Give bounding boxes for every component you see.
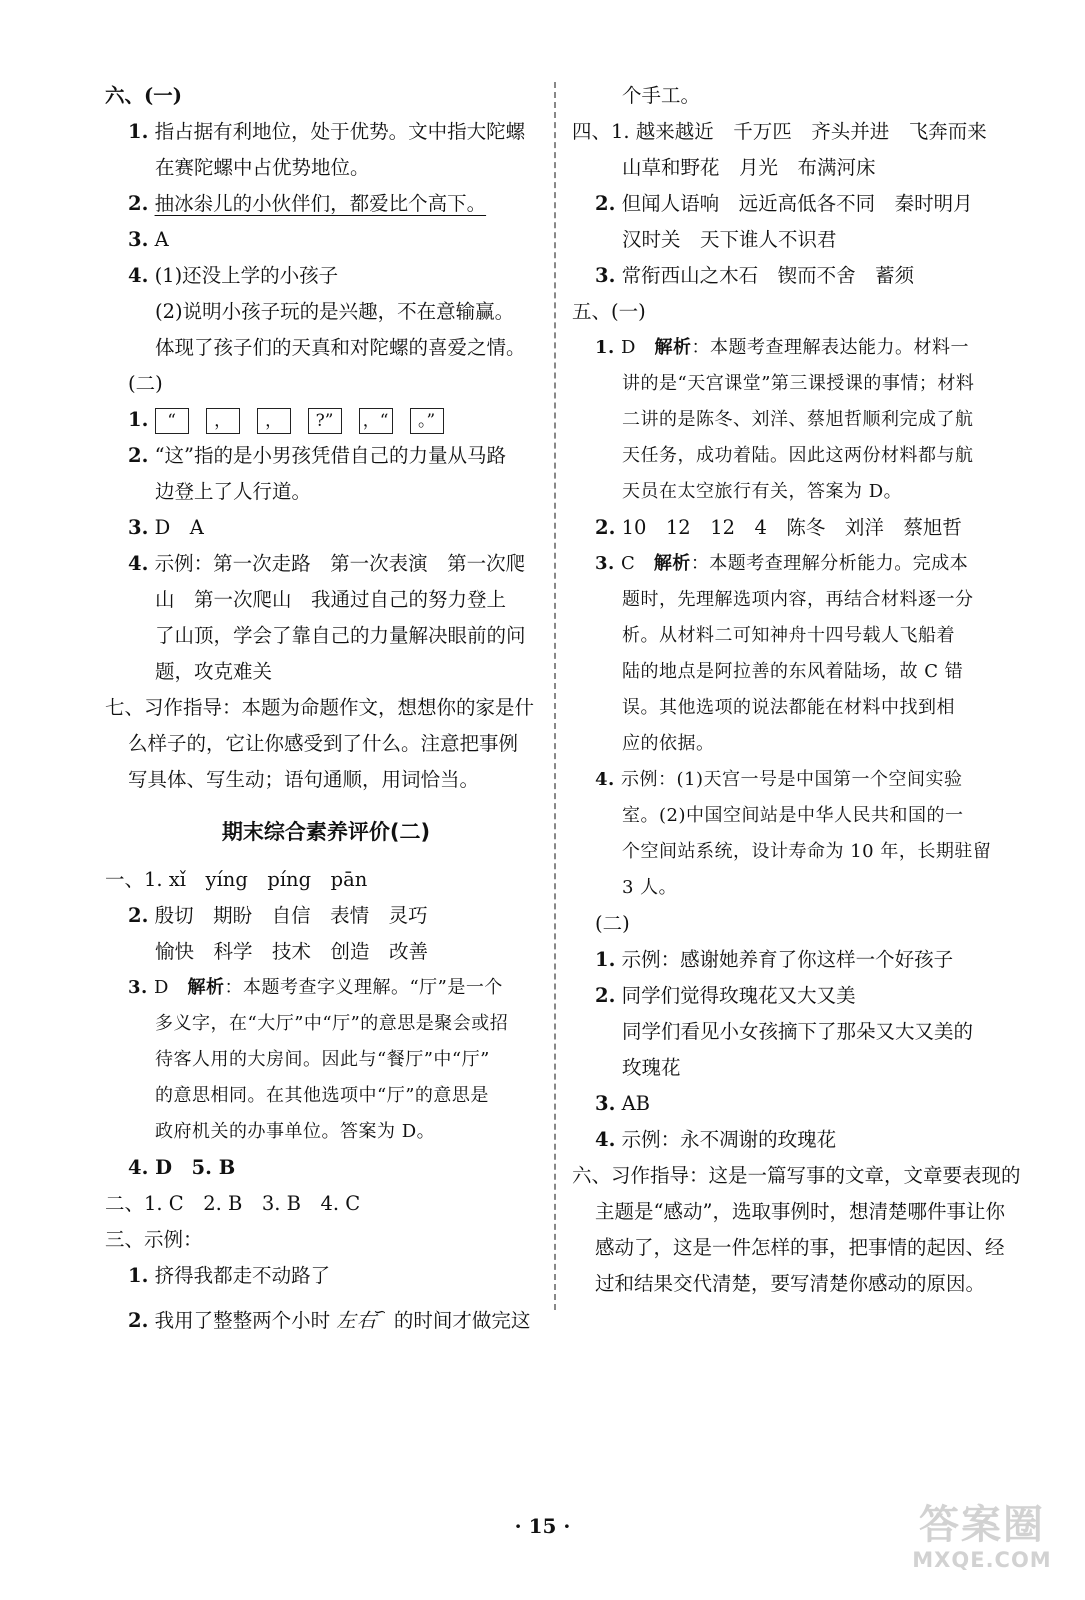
answer-line: 玫瑰花 [622, 1056, 681, 1079]
answer-line: 么样子的，它让你感受到了什么。注意把事例 [128, 732, 519, 755]
answer-line: 愉快 科学 技术 创造 改善 [155, 940, 429, 963]
analysis-line: 陆的地点是阿拉善的东风着陆场，故 C 错 [622, 661, 964, 682]
right-column [572, 78, 1021, 1302]
page-number: · 15 · [514, 1514, 571, 1538]
answer-line: 六、习作指导：这是一篇写事的文章，文章要表现的 [572, 1164, 1021, 1187]
answer-line: 3. D A [128, 516, 204, 539]
answer-line: 体现了孩子们的天真和对陀螺的喜爱之情。 [155, 336, 526, 359]
analysis-line: 天员在太空旅行有关，答案为 D。 [622, 481, 903, 502]
answer-line: 3. AB [595, 1092, 650, 1115]
section-heading: 五、(一) [572, 300, 646, 323]
answer-line: 个手工。 [622, 84, 701, 107]
left-column [105, 78, 547, 1330]
answer-line: 二、1. C 2. B 3. B 4. C [105, 1192, 361, 1215]
answer-line: 1. 挤得我都走不动路了 [128, 1264, 331, 1287]
answer-line: 4. (1)还没上学的小孩子 [128, 264, 339, 287]
punctuation-box: 。” [410, 408, 444, 434]
analysis-line: 天任务，成功着陆。因此这两份材料都与航 [622, 445, 974, 466]
answer-line: 2. 10 12 12 4 陈冬 刘洋 蔡旭哲 [595, 516, 962, 539]
answer-line: 了山顶，学会了靠自己的力量解决眼前的问 [155, 624, 526, 647]
insertion-mark: 左右∽ [336, 1302, 388, 1332]
punctuation-box: “ [155, 408, 189, 434]
analysis-line: 误。其他选项的说法都能在材料中找到相 [622, 697, 955, 718]
analysis-line: 政府机关的办事单位。答案为 D。 [155, 1121, 436, 1142]
analysis-line: 3. D 解析：本题考查字义理解。“厅”是一个 [128, 977, 503, 998]
analysis-line: 应的依据。 [622, 733, 715, 754]
answer-line: 1. 示例：感谢她养育了你这样一个好孩子 [595, 948, 954, 971]
analysis-line: 室。(2)中国空间站是中华人民共和国的一 [622, 805, 964, 826]
answer-line: 一、1. xǐ yíng píng pān [105, 868, 368, 891]
answer-line: 3. A [128, 228, 169, 251]
watermark-logo: 答案圈 MXQE.COM [912, 1502, 1052, 1572]
answer-line: 1. 指占据有利地位，处于优势。文中指大陀螺 [128, 120, 526, 143]
answer-line: 主题是“感动”，选取事例时，想清楚哪件事让你 [595, 1200, 1005, 1223]
analysis-line: 讲的是“天宫课堂”第三课授课的事情；材料 [622, 373, 975, 394]
answer-line: 题，攻克难关 [155, 660, 273, 683]
answer-line: 2. 但闻人语响 远近高低各不同 秦时明月 [595, 192, 973, 215]
answer-line: 在赛陀螺中占优势地位。 [155, 156, 370, 179]
analysis-line: 4. 示例：(1)天宫一号是中国第一个空间实验 [595, 769, 963, 790]
answer-line: 七、习作指导：本题为命题作文，想想你的家是什 [105, 696, 535, 719]
analysis-line: 多义字，在“大厅”中“厅”的意思是聚会或招 [155, 1013, 509, 1034]
analysis-line: 1. D 解析：本题考查理解表达能力。材料一 [595, 337, 969, 358]
answer-line: 边登上了人行道。 [155, 480, 312, 503]
analysis-line: 3. C 解析：本题考查理解分析能力。完成本 [595, 553, 969, 574]
analysis-line: 题时，先理解选项内容，再结合材料逐一分 [622, 589, 974, 610]
analysis-line: 3 人。 [622, 877, 678, 898]
section-title: 期末综合素养评价(二) [221, 820, 431, 844]
answer-line: 同学们看见小女孩摘下了那朵又大又美的 [622, 1020, 974, 1043]
analysis-line: 析。从材料二可知神舟十四号载人飞船着 [622, 625, 955, 646]
analysis-line: 的意思相同。在其他选项中“厅”的意思是 [155, 1085, 489, 1106]
section-heading: 六、(一) [105, 84, 182, 107]
column-divider [554, 82, 556, 1310]
punctuation-box: ， [206, 408, 240, 434]
punctuation-boxes [155, 402, 461, 438]
answer-line: 过和结果交代清楚，要写清楚你感动的原因。 [595, 1272, 986, 1295]
answer-line: 2. 同学们觉得玫瑰花又大又美 [595, 984, 856, 1007]
answer-line: 四、1. 越来越近 千万匹 齐头并进 飞奔而来 [572, 120, 987, 143]
analysis-line: 待客人用的大房间。因此与“餐厅”中“厅” [155, 1049, 490, 1070]
answer-line: 3. 常衔西山之木石 锲而不舍 蓄须 [595, 264, 915, 287]
answer-line: 2. 我用了整整两个小时 左右∽ 的时间才做完这 [105, 1294, 547, 1330]
answer-line: 汉时关 天下谁人不识君 [622, 228, 837, 251]
answer-line: 三、示例： [105, 1228, 203, 1251]
subsection-heading: (二) [595, 912, 630, 935]
subsection-heading: (二) [128, 372, 163, 395]
answer-line: 4. D 5. B [128, 1156, 236, 1179]
answer-line: 4. 示例：第一次走路 第一次表演 第一次爬 [128, 552, 526, 575]
answer-line: (2)说明小孩子玩的是兴趣，不在意输赢。 [155, 300, 515, 323]
answer-line: 4. 示例：永不凋谢的玫瑰花 [595, 1128, 837, 1151]
punctuation-box: ， [257, 408, 291, 434]
answer-line: 山 第一次爬山 我通过自己的努力登上 [155, 588, 507, 611]
punctuation-answer-line: 1. “ ， ， ?” ，“ 。” [105, 402, 547, 438]
analysis-line: 二讲的是陈冬、刘洋、蔡旭哲顺利完成了航 [622, 409, 974, 430]
answer-line: 写具体、写生动；语句通顺，用词恰当。 [128, 768, 480, 791]
answer-line: 2. “这”指的是小男孩凭借自己的力量从马路 [128, 444, 507, 467]
answer-line: 感动了，这是一件怎样的事，把事情的起因、经 [595, 1236, 1005, 1259]
answer-line: 2. 抽冰尜儿的小伙伴们，都爱比个高下。 [128, 192, 487, 215]
analysis-line: 个空间站系统，设计寿命为 10 年，长期驻留 [622, 841, 992, 862]
answer-line: 2. 殷切 期盼 自信 表情 灵巧 [128, 904, 428, 927]
punctuation-box: ?” [308, 408, 342, 434]
answer-line: 山草和野花 月光 布满河床 [622, 156, 876, 179]
punctuation-box: ，“ [359, 408, 393, 434]
